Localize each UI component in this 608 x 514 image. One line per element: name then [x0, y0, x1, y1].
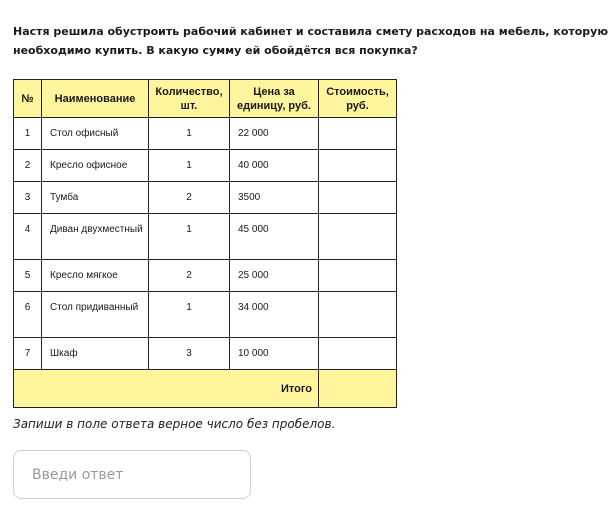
cell-price: 40 000 [230, 150, 319, 182]
cell-name: Кресло мягкое [42, 260, 149, 292]
table-header-row [14, 80, 397, 118]
table-row [14, 292, 397, 338]
cell-name: Стол офисный [42, 118, 149, 150]
total-label: Итого [14, 370, 319, 408]
cell-qty: 1 [149, 118, 230, 150]
header-name: Наименование [42, 80, 149, 118]
total-row [14, 370, 397, 408]
cell-name: Тумба [42, 182, 149, 214]
expense-table [13, 79, 397, 408]
cell-qty: 1 [149, 292, 230, 338]
cell-cost [319, 118, 397, 150]
question-text [13, 22, 608, 60]
cell-price: 25 000 [230, 260, 319, 292]
table-row [14, 150, 397, 182]
table-row [14, 118, 397, 150]
header-price: Цена за единицу, руб. [230, 80, 319, 118]
cell-qty: 2 [149, 182, 230, 214]
cell-num: 7 [14, 338, 42, 370]
cell-name: Стол придиванный [42, 292, 149, 338]
header-qty: Количество, шт. [149, 80, 230, 118]
header-num: № [14, 80, 42, 118]
cell-num: 3 [14, 182, 42, 214]
cell-num: 2 [14, 150, 42, 182]
cell-price: 10 000 [230, 338, 319, 370]
cell-name: Кресло офисное [42, 150, 149, 182]
cell-num: 4 [14, 214, 42, 260]
cell-qty: 1 [149, 150, 230, 182]
table-row [14, 182, 397, 214]
cell-name: Шкаф [42, 338, 149, 370]
cell-qty: 3 [149, 338, 230, 370]
cell-num: 5 [14, 260, 42, 292]
header-cost: Стоимость, руб. [319, 80, 397, 118]
table-row [14, 338, 397, 370]
cell-name: Диван двухместный [42, 214, 149, 260]
cell-qty: 1 [149, 214, 230, 260]
question-line-1: Настя решила обустроить рабочий кабинет и составила смету расходов на мебель, которую [13, 25, 608, 38]
cell-price: 22 000 [230, 118, 319, 150]
answer-instruction: Запиши в поле ответа верное число без пробелов. [13, 417, 336, 431]
cell-cost [319, 150, 397, 182]
cell-price: 3500 [230, 182, 319, 214]
question-line-2: необходимо купить. В какую сумму ей обойдётся вся покупка? [13, 44, 418, 57]
table-row [14, 214, 397, 260]
total-value [319, 370, 397, 408]
cell-cost [319, 260, 397, 292]
answer-input[interactable] [13, 450, 251, 499]
table-row [14, 260, 397, 292]
cell-num: 1 [14, 118, 42, 150]
cell-cost [319, 182, 397, 214]
cell-price: 45 000 [230, 214, 319, 260]
cell-num: 6 [14, 292, 42, 338]
cell-cost [319, 214, 397, 260]
cell-qty: 2 [149, 260, 230, 292]
cell-cost [319, 292, 397, 338]
cell-cost [319, 338, 397, 370]
cell-price: 34 000 [230, 292, 319, 338]
